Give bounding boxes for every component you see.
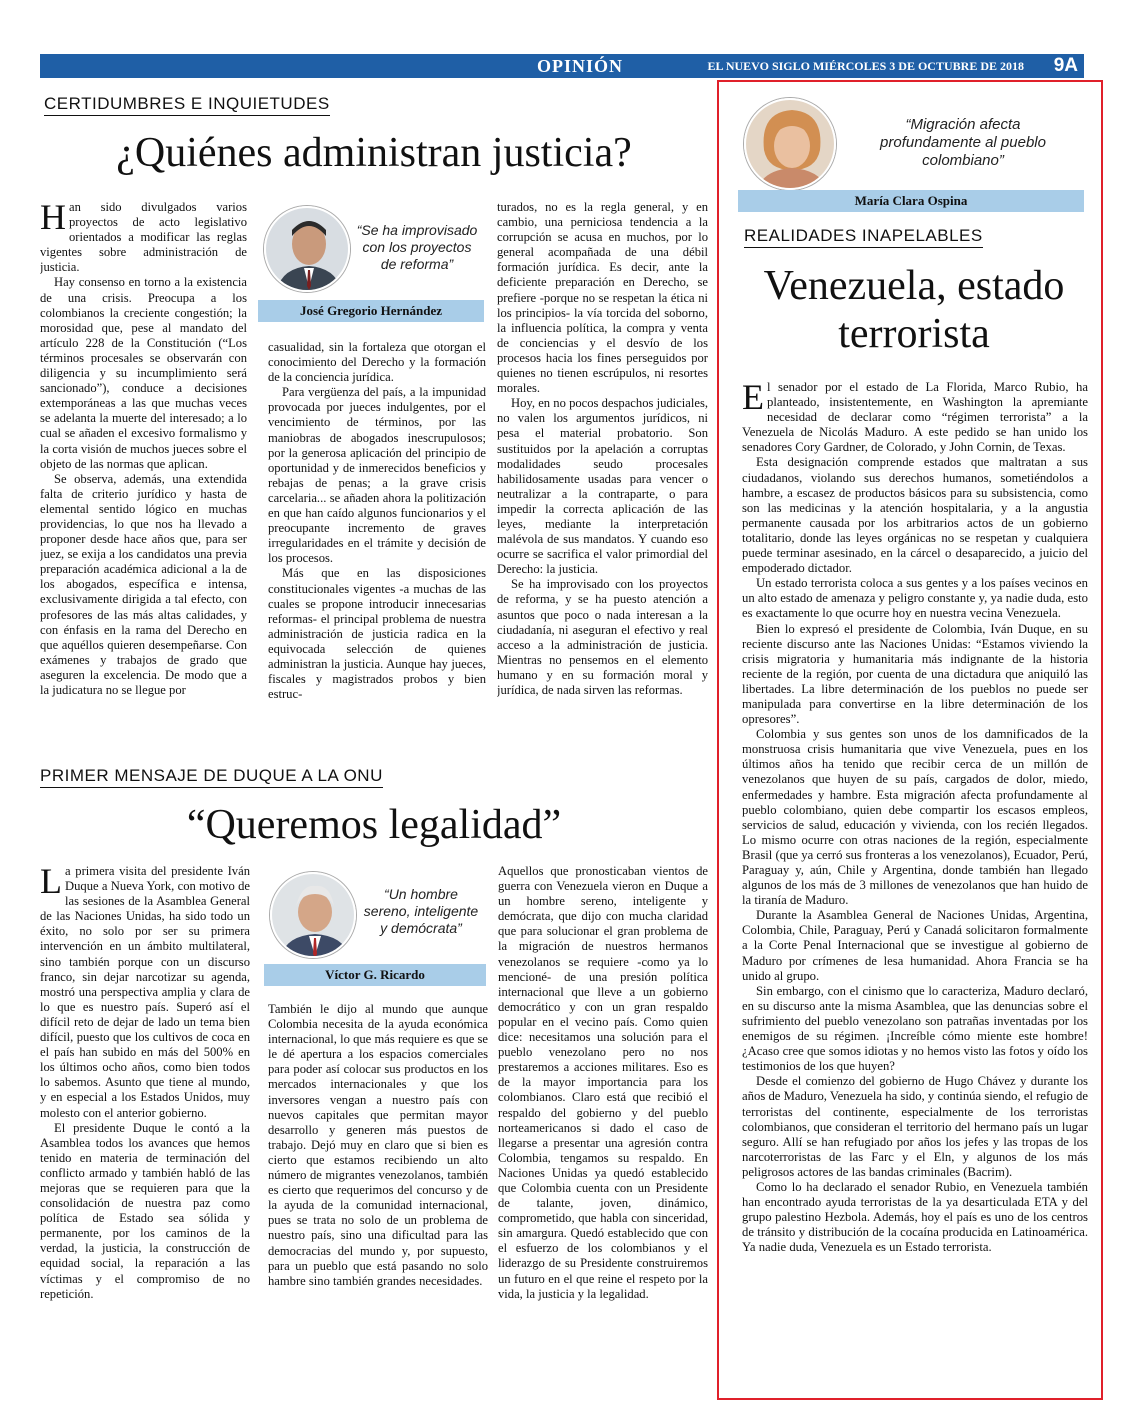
article3-paragraph: Sin embargo, con el cinismo que lo caracteriza, Maduro declaró, en su discurso ante la misma Asamblea, que las denuncias sobre el sufrimiento del pueblo venezolano son patrañas inventadas por los enemigos de su régimen. ¡Increíble cómo miente este hombre! ¿Acaso cree que somos idiotas y no hemos visto las fotos y oído los testimonios de los que huyen? (742, 983, 1088, 1074)
article2-headline: “Queremos legalidad” (186, 802, 562, 848)
article1-column-1 (40, 200, 247, 756)
pull-quote: “Migración afecta profundamente al pueblo colombiano” (880, 116, 1046, 169)
article1-paragraph: casualidad, sin la fortaleza que otorgan el conocimiento del Derecho y la formación de la conciencia jurídica. (268, 340, 486, 385)
article1-drop-cap: H (40, 200, 66, 237)
article3-kicker: REALIDADES INAPELABLES (744, 226, 983, 248)
article1-paragraph: Hoy, en no pocos despachos judiciales, no valen los argumentos jurídicos, ni pesa el material probatorio. Son sustituidos por la apelación a corruptas modalidades seudo procesales habilidosamente usadas para vencer o neutralizar a la contraparte, o para impedir la correcta aplicación de las leyes, mediante la interpretación malévola de sus mandatos. Y cuando eso ocurre se sacrifica el valor primordial del Derecho: la justicia. (497, 396, 708, 577)
page-number: 9A (1053, 55, 1078, 76)
article1-quote-box (258, 200, 484, 322)
article3-headline: Venezuela, estado terrorista (763, 263, 1065, 357)
portrait-icon (266, 208, 350, 292)
article1-paragraph: Hay consenso en torno a la existencia de una crisis. Preocupa a los colombianos la creciente congestión; la morosidad que, pese al mandato del artículo 228 de la Constitución (“Los términos procesales se observarán con diligencia y su incumplimiento será sancionado”), conduce a decisiones extemporáneas a las que muchas veces se adelanta la muerte del interesado; a lo cual se añaden el excesivo formalismo y la corta visión de muchos jueces sobre el objeto de las normas que aplican. (40, 275, 247, 471)
article1-headline: ¿Quiénes administran justicia? (116, 130, 632, 176)
portrait-icon (272, 874, 356, 958)
article3-paragraph: Colombia y sus gentes son unos de los damnificados de la monstruosa crisis humanitaria que vive Venezuela, pues en los últimos años ha tenido que recibir cerca de un millón de venezolanos que huyen de su país, cargados de dolor, miedo, enfermedades y hambre. Esta migración afecta profundamente al pueblo colombiano, quien debe compartir los escasos empleos, servicios de salud, educación y vivienda, con los recién llegados. Lo mismo ocurre con otras naciones de la región, especialmente Brasil (que ya cerró sus fronteras a los venezolanos), Ecuador, Perú, Paraguay y, aún, Chile y Argentina, donde también han llegado algunos de los más de 3 millones de venezolanos que han huido de la tiranía de Maduro. (742, 727, 1088, 908)
article3-paragraph: Durante la Asamblea General de Naciones Unidas, Argentina, Colombia, Chile, Paraguay, Perú y Canadá solicitaron formalmente a la Corte Penal Internacional que se investigue al gobierno de Maduro por crímenes de lesa humanidad. Ahora Francia se ha unido al grupo. (742, 908, 1088, 983)
author-portrait (270, 872, 356, 958)
pull-quote: “Se ha improvisado con los proyectos de reforma” (356, 222, 478, 272)
article3-quote-box (738, 96, 1084, 212)
article1-column-2 (268, 340, 486, 756)
article2-quote-box (264, 868, 486, 986)
article2-column-1 (40, 864, 250, 1354)
section-title: OPINIÓN (536, 56, 623, 76)
article2-drop-cap: L (40, 864, 62, 901)
article1-paragraph: Se observa, además, una extendida falta de criterio jurídico y hasta de elemental sentido lógico en muchas providencias, lo que nos ha llevado a proponer desde hace años que, para ser juez, se exija a los candidatos una previa preparación académica adicional a la de los abogados, específica e intensa, exclusivamente dirigida a tal efecto, con profesores de las más altas calidades, y con énfasis en la rama del Derecho en que aquéllos quieren desempeñarse. Con exámenes y trabajos de grado que aseguren la excelencia. De modo que a la judicatura no se llegue por (40, 471, 247, 697)
author-portrait (264, 206, 350, 292)
article3-body (742, 380, 1088, 1352)
article2-paragraph: El presidente Duque le contó a la Asamblea todos los avances que hemos tenido en materia de terminación del conflicto armado y también habló de las mejoras que se requieren para que la consolidación de nuestra paz como política de Estado sea sólida y permanente, por los caminos de la verdad, la justicia, la construcción de equidad social, la reparación a las víctimas y el compromiso de no repetición. (40, 1120, 250, 1301)
article1-paragraph: Se ha improvisado con los proyectos de reforma, y se ha puesto atención a asuntos que poco o nada interesan a la ciudadanía, ni aseguran el efectivo y real acceso a la administración de justicia. Mientras no pensemos en el elemento humano y en su formación moral y jurídica, de nada sirven las reformas. (497, 577, 708, 697)
article1-paragraph: Más que en las disposiciones constitucionales vigentes -a muchas de las cuales se propone introducir innecesarias reformas- el principal problema de nuestra administración de justicia radica en la equivocada selección de quienes administran la justicia. Aunque hay jueces, fiscales y magistrados probos y bien estruc- (268, 566, 486, 702)
newspaper-date: EL NUEVO SIGLO MIÉRCOLES 3 DE OCTUBRE DE 2018 (707, 59, 1024, 73)
article3-paragraph: Un estado terrorista coloca a sus gentes y a los países vecinos en un alto estado de amenaza y peligro constante y, ya nadie duda, esto es exactamente lo que ocurre hoy en nuestra vecina Venezuela. (742, 576, 1088, 621)
article3-paragraph: l senador por el estado de La Florida, Marco Rubio, ha planteado, insistentemente, en Washington la apremiante necesidad de declarar como “régimen terrorista” a la Venezuela de Nicolás Maduro. A este pedido se han unido los senadores Cory Gardner, de Colorado, y John Cornin, de Texas. (742, 380, 1088, 455)
article1-paragraph: an sido divulgados varios proyectos de acto legislativo orientados a modificar las reglas vigentes sobre administración de justicia. (40, 200, 247, 275)
article3-paragraph: Como lo ha declarado el senador Rubio, en Venezuela también han encontrado ayuda terroristas de la ya desarticulada ETA y del grupo palestino Hezbola. Además, hoy el país es uno de los centros de tránsito y distribución de la cocaína producida en Latinoamérica. Ya nadie duda, Venezuela es un Estado terrorista. (742, 1179, 1088, 1255)
author-name: María Clara Ospina (738, 190, 1084, 212)
pull-quote: “Un hombre sereno, inteligente y demócrata” (363, 886, 479, 936)
author-name: Víctor G. Ricardo (264, 964, 486, 986)
article1-column-3 (497, 200, 708, 740)
article2-column-2 (268, 1002, 488, 1358)
article3-drop-cap: E (742, 380, 764, 417)
article3-paragraph: Bien lo expresó el presidente de Colombia, Iván Duque, en su reciente discurso ante las Naciones Unidas: “Estamos viviendo la crisis migratoria y humanitaria más indignante de la historia reciente de la región, por cuenta de una dictadura que aniquiló las libertades. La libre determinación de los pueblos no puede ser manipulada para convertirse en la libre determinación de los opresores”. (742, 621, 1088, 727)
section-header-bar (40, 54, 1084, 78)
article2-column-3 (498, 864, 708, 1354)
article2-paragraph: a primera visita del presidente Iván Duque a Nueva York, con motivo de las sesiones de la Asamblea General de las Naciones Unidas, ha sido todo un éxito, no solo por ser su primera intervención en un ámbito multilateral, sino también porque con un discurso franco, sin dejar narcotizar su agenda, mostró una perspectiva amplia y clara de lo que es nuestro país. Superó así el difícil reto de dejar de lado un tema bien difícil, puesto que los cultivos de coca en el país han subido en más del 500% en los últimos ocho años, como bien todos lo sabemos. Asunto que tiene al mundo, y en especial a los Estados Unidos, muy molesto con el anterior gobierno. (40, 864, 250, 1120)
article3-paragraph: Desde el comienzo del gobierno de Hugo Chávez y durante los años de Maduro, Venezuela ha sido, y continúa siendo, el refugio de terroristas del continente, especialmente de los terroristas colombianos, que consideran el territorio del hermano país un lugar seguro. Allí se han refugiado por años los jefes y las tropas de los narcoterroristas de las Farc y el Eln, y algunos de los más peligrosos actores de las bandas criminales (Bacrim). (742, 1074, 1088, 1179)
article2-kicker: PRIMER MENSAJE DE DUQUE A LA ONU (40, 766, 383, 788)
author-name: José Gregorio Hernández (258, 300, 484, 322)
author-portrait (744, 98, 836, 190)
portrait-icon (746, 100, 836, 190)
article1-kicker: CERTIDUMBRES E INQUIETUDES (44, 94, 330, 116)
article2-paragraph: También le dijo al mundo que aunque Colombia necesita de la ayuda económica internacional, lo que más requiere es que se le dé apertura a los espacios comerciales para poder así colocar sus productos en los mercados internacionales y que los inversores vengan a nuestro país con nuevos capitales que permitan mayor desarrollo y generen más puestos de trabajo. Dejó muy en claro que si bien es cierto que estamos recibiendo un alto número de migrantes venezolanos, también es cierto que requerimos del concurso y de la ayuda de la comunidad internacional, pues se trata no solo de un problema de nuestro país, sino una dificultad para las democracias del mundo y, por supuesto, para un pueblo que está pasando no solo hambre sino también grandes necesidades. (268, 1002, 488, 1288)
article3-paragraph: Esta designación comprende estados que maltratan a sus ciudadanos, violando sus derechos humanos, sometiéndolos a hambre, a escasez de productos básicos para su subsistencia, como son las medicinas y la atención hospitalaria, y a la angustia permanente causada por los arbitrarios actos de un gobierno totalitario, donde las leyes orgánicas no se respetan y cualquiera puede terminar asesinado, en la cárcel o desaparecido, a juicio del empoderado dictador. (742, 455, 1088, 576)
article2-paragraph: Aquellos que pronosticaban vientos de guerra con Venezuela vieron en Duque a un hombre sereno, inteligente y demócrata, que dijo con mucha claridad que para solucionar el gran problema de la migración de nuestros hermanos venezolanos se requiere -como ya lo mencioné- de una presión política internacional que lleve a un gobierno democrático y con un gran respaldo popular en el vecino país. Como quien dice: necesitamos una solución para el pueblo venezolano pero no nos prestaremos a acciones militares. Eso es de la mayor importancia para los colombianos. Claro está que recibió el respaldo del gobierno y del pueblo norteamericanos si dado el caso de llegarse a presentar una agresión contra Colombia, tengamos su respaldo. En Naciones Unidas ya quedó establecido que Colombia cuenta con un Presidente de talante, joven, dinámico, comprometido, que habla con sinceridad, sin amargura. Quedó establecido que con el esfuerzo de los colombianos y el liderazgo de su Presidente construiremos un futuro en el que reine el respeto por la vida, la justicia y la legalidad. (498, 864, 708, 1301)
article1-paragraph: turados, no es la regla general, y en cambio, una perniciosa tendencia a la corrupción se acusa en muchos, por lo general acompañada de una débil formación jurídica. Es decir, ante la deficiente preparación en Derecho, se prefiere -porque no se respetan la ética ni los principios- la vía torcida del soborno, la influencia política, la compra y venta de conciencias y el desvío de los procesos hacia los fines perseguidos por quienes no tienen escrúpulos, ni resortes morales. (497, 200, 708, 396)
article1-paragraph: Para vergüenza del país, a la impunidad provocada por jueces indulgentes, por el vencimiento de términos, por las maniobras de abogados inescrupulosos; por la generosa aplicación del principio de oportunidad y de inmerecidos beneficios y rebajas de penas; a la grave crisis carcelaria... se añaden ahora la politización en que han caído algunos funcionarios y el preocupante incremento de graves irregularidades en el trámite y decisión de los procesos. (268, 385, 486, 566)
